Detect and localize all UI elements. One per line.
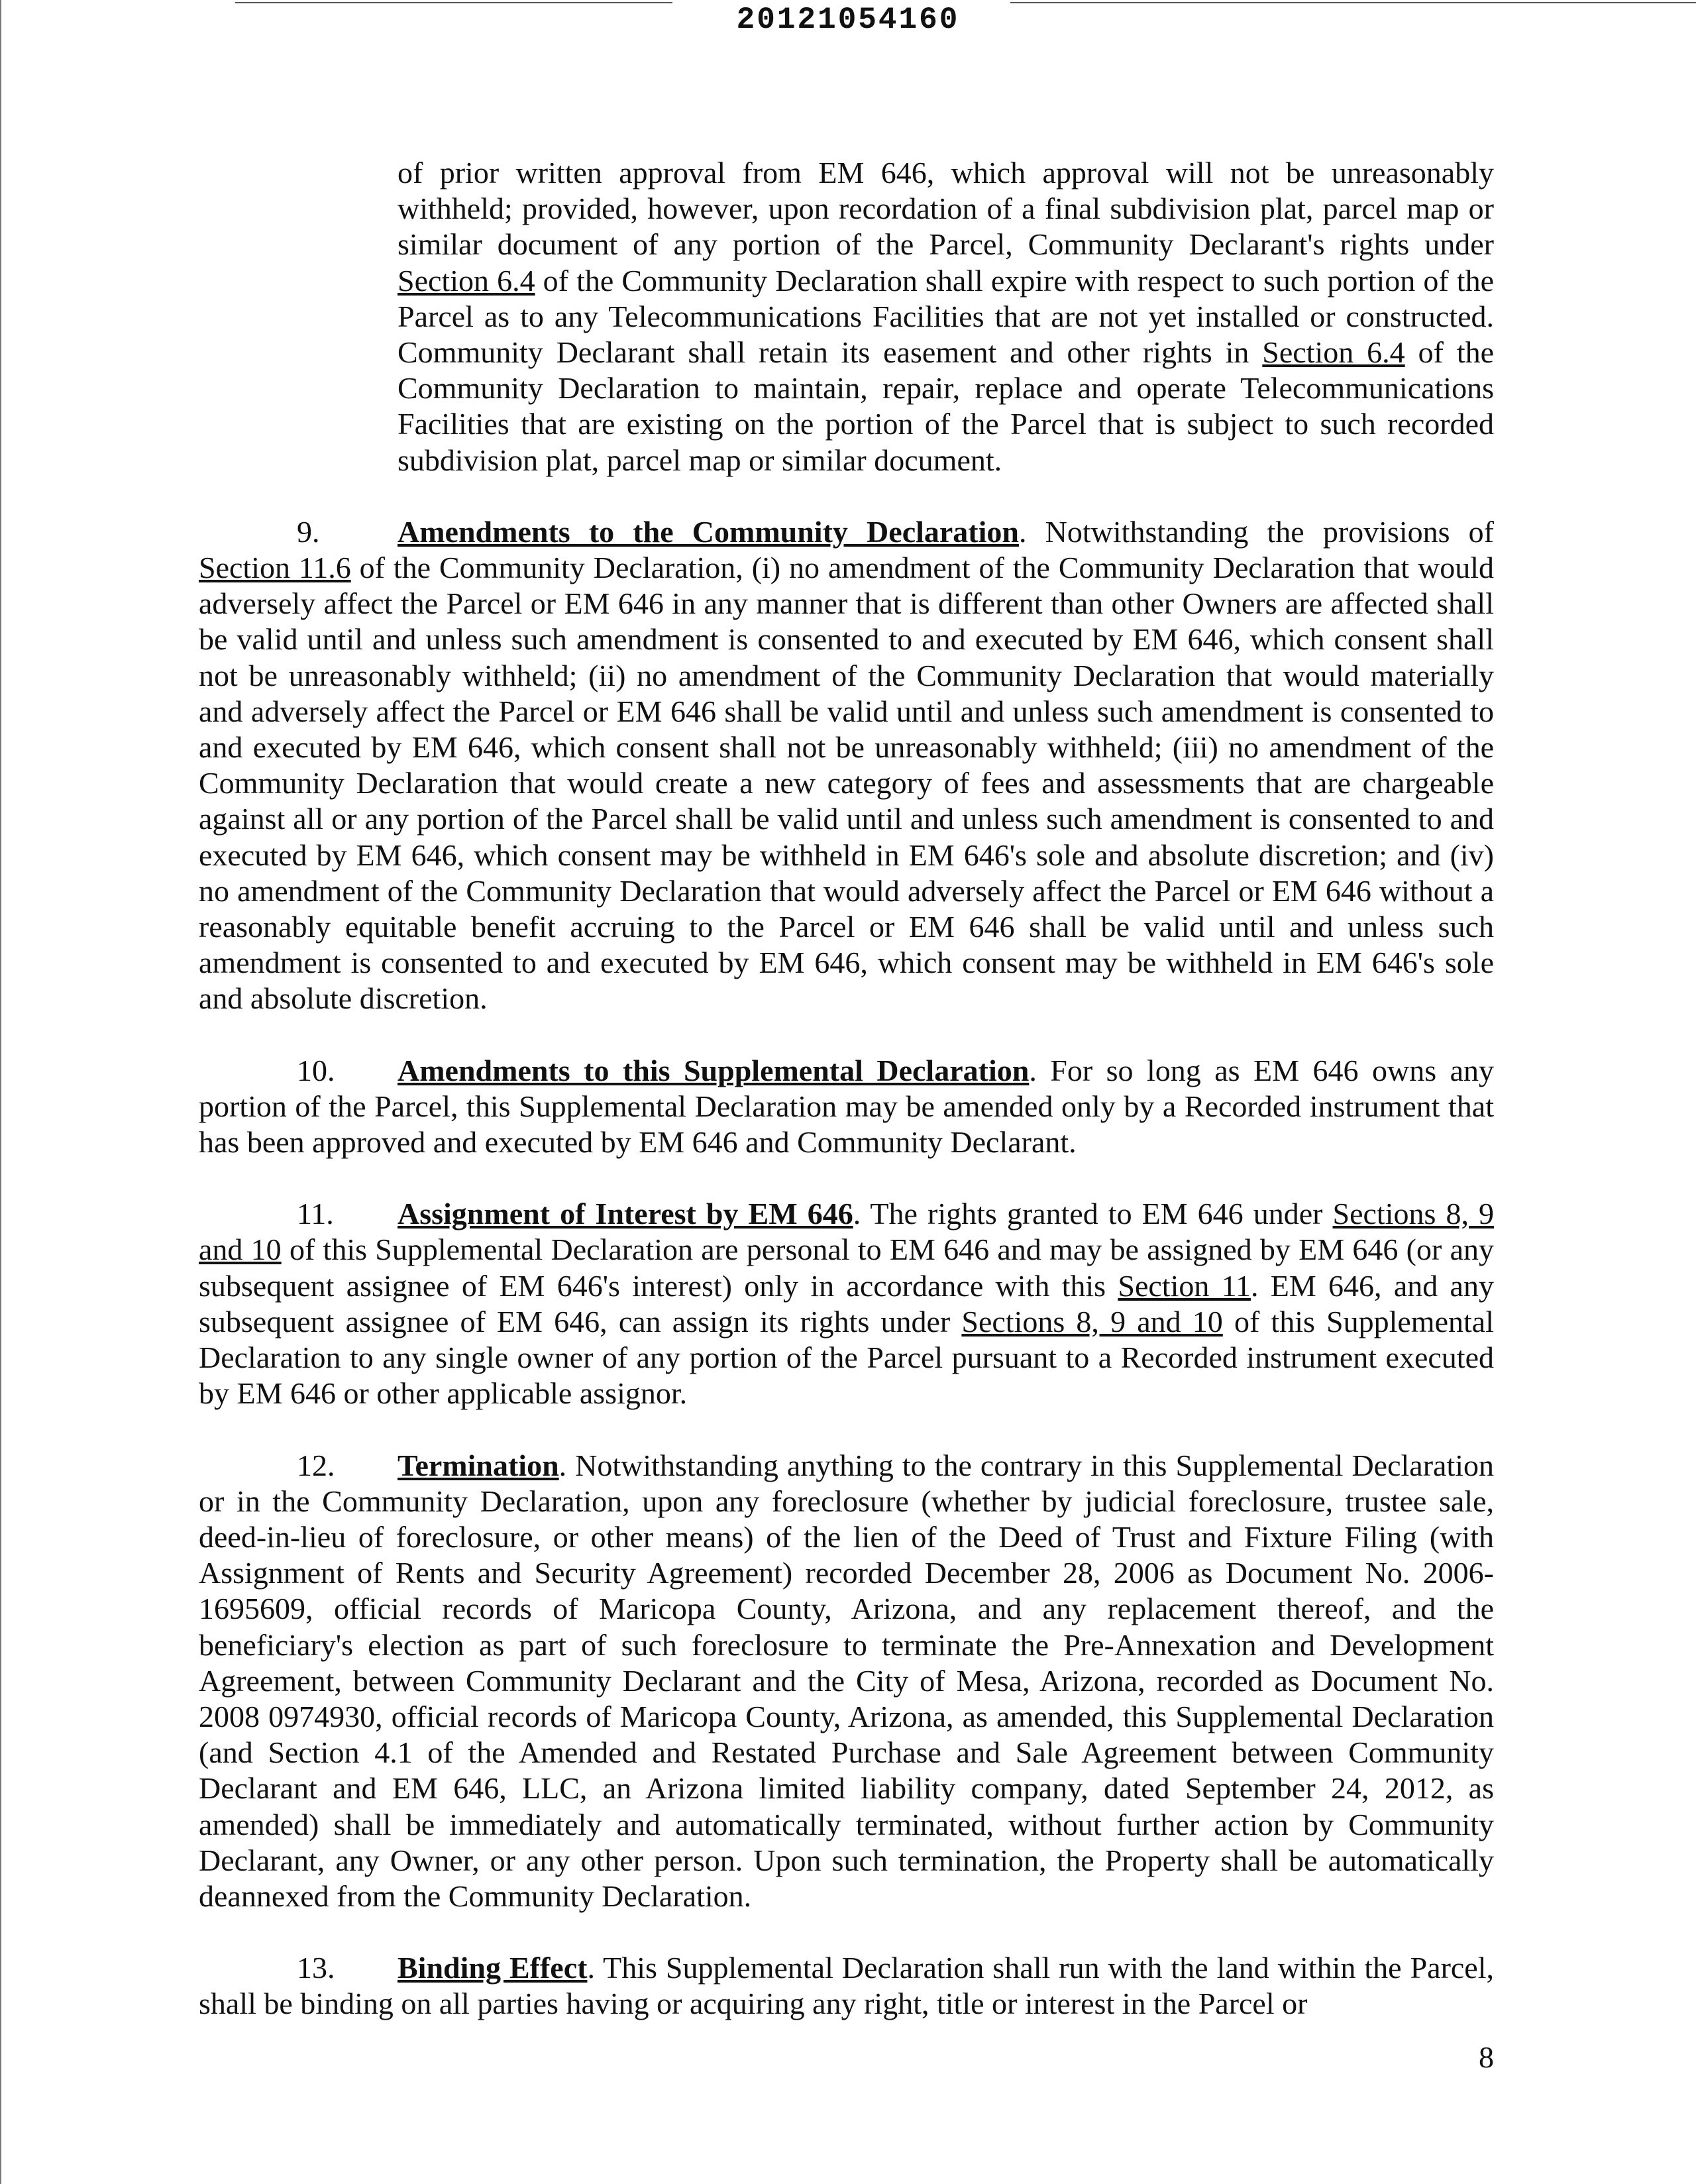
section-heading: Amendments to the Community Declaration — [398, 514, 1019, 549]
page-number: 8 — [1479, 2040, 1494, 2074]
section-number: 11. — [297, 1197, 334, 1231]
section-reference: Section 6.4 — [1262, 335, 1405, 370]
section-12-paragraph: 12. Termination. Notwithstanding anything to the contrary in this Supplemental Declaration or in the Community Declaration, upon any foreclosure (whether by judicial foreclosure, trustee sale, deed-in-lieu of foreclosure, or other means) of the lien of the Deed of Trust and Fixture Filing (with Assignment of Rents and Security Agreement) recorded December 28, 2006 as Document No. 2006-1695609, official records of Maricopa County, Arizona, and any replacement thereof, and the beneficiary's election as part of such foreclosure to terminate the Pre-Annexation and Development Agreement, between Community Declarant and the City of Mesa, Arizona, recorded as Document No. 2008 0974930, official records of Maricopa County, Arizona, as amended, this Supplemental Declaration (and Section 4.1 of the Amended and Restated Purchase and Sale Agreement between Community Declarant and EM 646, LLC, an Arizona limited liability company, dated September 24, 2012, as amended) shall be immediately and automatically terminated, without further action by Community Declarant, any Owner, or any other person. Upon such termination, the Property shall be automatically deannexed from the Community Declaration. — [199, 1448, 1494, 1913]
section-reference: Sections 8, 9 and 10 — [961, 1304, 1223, 1338]
scan-left-border — [0, 0, 1, 2184]
recording-document-number: 20121054160 — [736, 3, 960, 37]
section-reference: Sections 8, 9 and 10 — [199, 1197, 1494, 1267]
section-heading: Amendments to this Supplemental Declaration — [398, 1053, 1030, 1087]
section-13-paragraph: 13. Binding Effect. This Supplemental Declaration shall run with the land within the Parcel, shall be binding on all parties having or acquiring any right, title or interest in the Parcel or — [199, 1951, 1494, 2021]
section-11-paragraph: 11. Assignment of Interest by EM 646. The rights granted to EM 646 under Sections 8, 9 and 10 of this Supplemental Declaration are personal to EM 646 and may be assigned by EM 646 (or any subsequent assignee of EM 646's interest) only in accordance with this Section 11. EM 646, and any subsequent assignee of EM 646, can assign its rights under Sections 8, 9 and 10 of this Supplemental Declaration to any single owner of any portion of the Parcel pursuant to a Recorded instrument executed by EM 646 or other applicable assignor. — [199, 1197, 1494, 1411]
paragraph-continuation: of prior written approval from EM 646, which approval will not be unreasonably withheld; provided, however, upon recordation of a final subdivision plat, parcel map or similar document of any portion of the Parcel, Community Declarant's rights under Section 6.4 of the Community Declaration shall expire with respect to such portion of the Parcel as to any Telecommunications Facilities that are not yet installed or constructed. Community Declarant shall retain its easement and other rights in Section 6.4 of the Community Declaration to maintain, repair, replace and operate Telecommunications Facilities that are existing on the portion of the Parcel that is subject to such recorded subdivision plat, parcel map or similar document. — [398, 156, 1495, 477]
section-heading: Binding Effect — [398, 1951, 588, 1985]
section-reference: Section 11 — [1118, 1268, 1251, 1303]
section-number: 13. — [297, 1951, 335, 1985]
document-body — [199, 155, 1494, 2022]
section-heading: Termination — [398, 1448, 559, 1482]
section-number: 9. — [297, 514, 320, 549]
section-10-paragraph: 10. Amendments to this Supplemental Declaration. For so long as EM 646 owns any portion of the Parcel, this Supplemental Declaration may be amended only by a Recorded instrument that has been approved and executed by EM 646 and Community Declarant. — [199, 1053, 1494, 1160]
section-reference: Section 11.6 — [199, 551, 351, 585]
section-9-paragraph: 9. Amendments to the Community Declaration. Notwithstanding the provisions of Section 11.6 of the Community Declaration, (i) no amendment of the Community Declaration that would adversely affect the Parcel or EM 646 in any manner that is different than other Owners are affected shall be valid until and unless such amendment is consented to and executed by EM 646, which consent shall not be unreasonably withheld; (ii) no amendment of the Community Declaration that would materially and adversely affect the Parcel or EM 646 shall be valid until and unless such amendment is consented to and executed by EM 646, which consent shall not be unreasonably withheld; (iii) no amendment of the Community Declaration that would create a new category of fees and assessments that are chargeable against all or any portion of the Parcel shall be valid until and unless such amendment is consented to and executed by EM 646, which consent may be withheld in EM 646's sole and absolute discretion; and (iv) no amendment of the Community Declaration that would adversely affect the Parcel or EM 646 without a reasonably equitable benefit accruing to the Parcel or EM 646 shall be valid until and unless such amendment is consented to and executed by EM 646, which consent may be withheld in EM 646's sole and absolute discretion. — [199, 514, 1494, 1016]
section-number: 10. — [297, 1053, 335, 1087]
section-heading: Assignment of Interest by EM 646 — [398, 1197, 853, 1231]
section-reference: Section 6.4 — [398, 263, 535, 298]
section-number: 12. — [297, 1448, 335, 1482]
